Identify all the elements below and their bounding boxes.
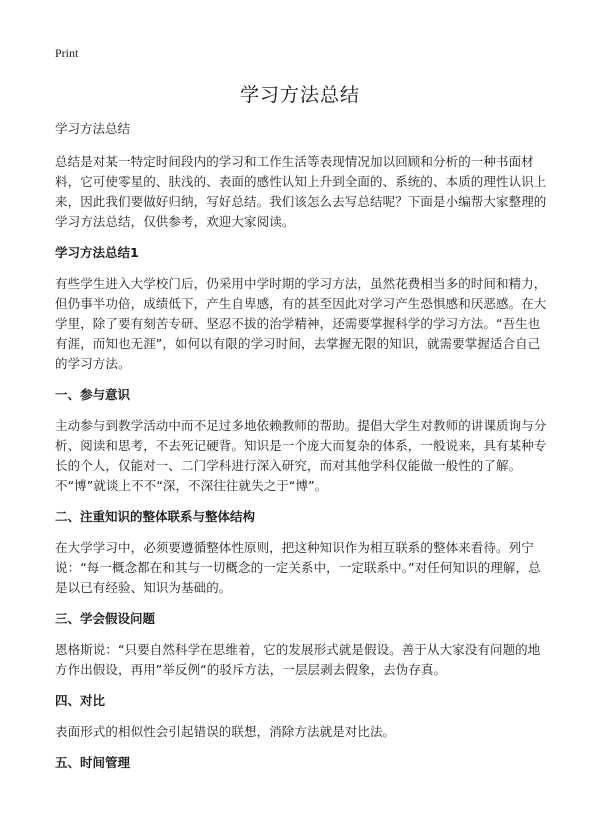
- section-heading-1: 学习方法总结1: [55, 245, 139, 260]
- intro-paragraph: 总结是对某一特定时间段内的学习和工作生活等表现情况加以回顾和分析的一种书面材料，它可使零星的、肤浅的、表面的感性认知上升到全面的、系统的、本质的理性认识上来，因此我们要做好归纳，写好总结。我们该怎么去写总结呢？下面是小编帮大家整理的学习方法总结，仅供参考，欢迎大家阅读。: [55, 154, 547, 229]
- section-heading-knowledge-structure: 二、注重知识的整体联系与整体结构: [55, 509, 256, 524]
- document-title: 学习方法总结: [239, 84, 360, 106]
- section-heading-comparison: 四、对比: [55, 693, 106, 708]
- section-paragraph-comparison: 表面形式的相似性会引起错误的联想，消除方法就是对比法。: [55, 724, 396, 739]
- section-paragraph-participation: 主动参与到教学活动中而不足过多地依赖教师的帮助。提倡大学生对教师的讲课质询与分析、阅读和思考，不去死记硬背。知识是一个庞大而复杂的体系，一般说来，具有某种专长的个人，仅能对一、二门学科进行深入研究，而对其他学科仅能做一般性的了解。不“博”就谈上不不“深，不深往往就失之于“博”。: [55, 418, 547, 493]
- document-subtitle: 学习方法总结: [55, 121, 131, 136]
- print-link[interactable]: Print: [55, 46, 79, 60]
- document-body: [55, 119, 552, 784]
- section-heading-participation: 一、参与意识: [55, 387, 131, 402]
- section-heading-hypothesis: 三、学会假设问题: [55, 611, 156, 626]
- section-heading-time-management: 五、时间管理: [55, 755, 131, 770]
- section-paragraph-knowledge-structure: 在大学学习中，必须要遵循整体性原则，把这种知识作为相互联系的整体来看待。列宁说：“每一概念都在和其与一切概念的一定关系中，一定联系中。”对任何知识的理解，总是以已有经验、知识为基础的。: [55, 540, 541, 595]
- section-paragraph-1: 有些学生进入大学校门后，仍采用中学时期的学习方法，虽然花费相当多的时间和精力，但仍事半功倍，成绩低下，产生自卑感，有的甚至因此对学习产生恐惧感和厌恶感。在大学里，除了要有刻苦专研、坚忍不拔的治学精神，还需要掌握科学的学习方法。“吾生也有涯，而知也无涯”，如何以有限的学习时间，去掌握无限的知识，就需要掌握适合自己的学习方法。: [55, 276, 547, 371]
- section-paragraph-hypothesis: 恩格斯说：“只要自然科学在思维着，它的发展形式就是假设。善于从大家没有问题的地方作出假设，再用”举反例“的驳斥方法，一层层剥去假象，去伪存真。: [55, 642, 541, 677]
